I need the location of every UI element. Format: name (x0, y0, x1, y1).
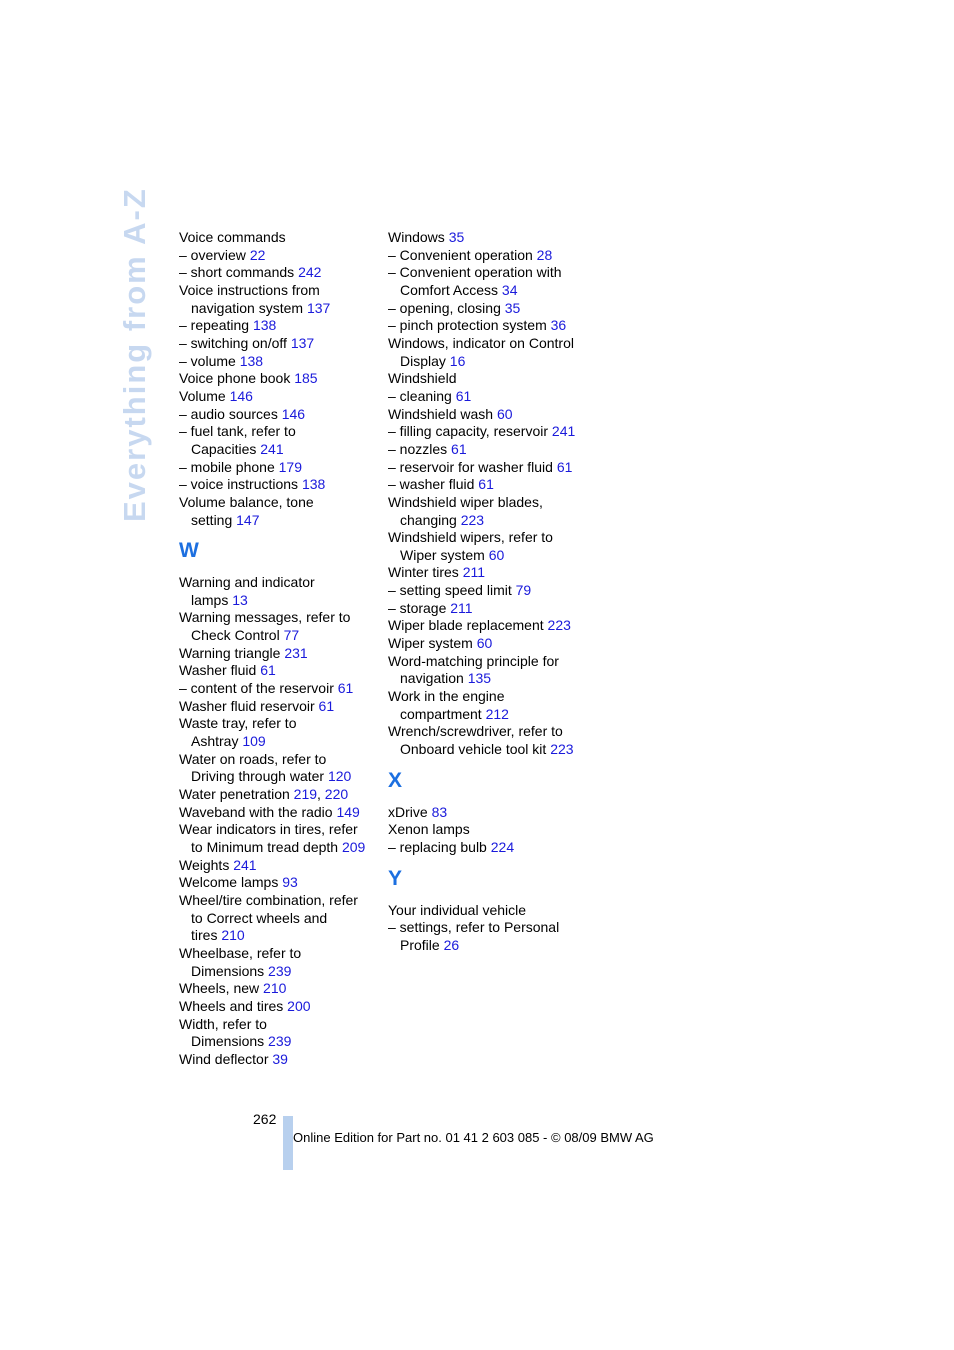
index-entry (179, 459, 379, 477)
index-entry-continuation (388, 670, 588, 688)
page-reference-link[interactable]: 83 (431, 803, 448, 820)
index-entry (388, 919, 588, 954)
index-entry-text: Word-matching principle for (388, 652, 559, 669)
page-reference-link[interactable]: 13 (232, 591, 248, 608)
footer-accent-bar (283, 1116, 293, 1170)
page-number: 262 (253, 1111, 277, 1127)
index-entry-text: Dimensions (191, 1033, 265, 1050)
side-section-title: Everything from A-Z (117, 187, 152, 522)
index-entry (388, 247, 588, 265)
index-entry-text: – volume (179, 352, 236, 369)
index-entry-text: – short commands (179, 264, 295, 281)
index-entry-text: Wiper system (388, 635, 473, 652)
index-entry (388, 723, 588, 758)
index-entry-text: tires (191, 927, 218, 944)
index-entry-text: Profile (400, 936, 440, 953)
index-entry-text: navigation system (191, 299, 304, 316)
index-entry-continuation (179, 768, 379, 786)
index-entry (388, 564, 588, 582)
index-entry (179, 494, 379, 529)
index-entry-continuation (179, 300, 379, 318)
index-entry (179, 804, 379, 822)
index-entry (388, 902, 588, 920)
page-reference-link[interactable]: 39 (272, 1050, 288, 1067)
index-entry (388, 653, 588, 688)
page-reference-link[interactable]: 241 (233, 856, 257, 873)
index-entry-text: Windows, indicator on Control (388, 334, 574, 351)
page-reference-link[interactable]: 60 (488, 546, 505, 563)
page-reference-link[interactable]: 16 (449, 352, 466, 369)
index-entry (179, 1051, 379, 1069)
page-reference-link[interactable]: 211 (462, 564, 486, 581)
letter-heading-x: X (388, 768, 403, 792)
index-entry (179, 874, 379, 892)
index-entry-text: – Convenient operation (388, 246, 533, 263)
letter-heading-y: Y (388, 866, 403, 890)
index-entry-text: Display (400, 352, 446, 369)
index-entry-text: Width, refer to (179, 1015, 267, 1032)
index-entry (179, 264, 379, 282)
page-reference-link[interactable]: 28 (536, 246, 553, 263)
index-entry-text: Your individual vehicle (388, 901, 527, 918)
index-entry (179, 892, 379, 945)
index-entry-text: Winter tires (388, 564, 459, 581)
page-reference-link[interactable]: 120 (327, 768, 352, 785)
index-entry (179, 857, 379, 875)
index-entry-text: – cleaning (388, 387, 452, 404)
index-entry-continuation (179, 441, 379, 459)
index-entry-text: Onboard vehicle tool kit (400, 741, 547, 758)
index-entry-text: Voice commands (179, 229, 286, 245)
index-entry-continuation (179, 1033, 379, 1051)
page-reference-link[interactable]: 77 (283, 627, 300, 644)
index-entry-text: – content of the reservoir (179, 680, 334, 697)
page-reference-link[interactable]: 231 (284, 644, 308, 661)
index-entry (179, 609, 379, 644)
index-entry-text: Warning messages, refer to (179, 609, 351, 626)
page-reference-link[interactable]: 109 (242, 733, 266, 750)
index-entry-text: – fuel tank, refer to (179, 423, 296, 440)
index-entry (179, 662, 379, 680)
index-entry (179, 317, 379, 335)
index-entry (388, 423, 588, 441)
index-entry-text: Voice phone book (179, 370, 291, 387)
index-entry (179, 751, 379, 786)
index-entry-text: Wheels, new (179, 980, 260, 997)
index-entry-text: Welcome lamps (179, 874, 279, 891)
page-reference-link[interactable]: 35 (504, 299, 521, 316)
index-entry-text: Water penetration (179, 786, 290, 803)
index-entry-text: – voice instructions (179, 476, 299, 493)
index-entry-text: to Correct wheels and (191, 909, 328, 926)
index-group-v (179, 229, 379, 529)
page-reference-link[interactable]: 138 (252, 317, 277, 334)
index-entry-text: – nozzles (388, 440, 448, 457)
index-entry (179, 476, 379, 494)
index-entry (388, 529, 588, 564)
index-entry (388, 459, 588, 477)
index-entry (179, 998, 379, 1016)
index-entry (179, 645, 379, 663)
page-reference-link[interactable]: 223 (460, 511, 485, 528)
footer-edition-text: Online Edition for Part no. 01 41 2 603 085 - © 08/09 BMW AG (293, 1130, 654, 1145)
index-entry-continuation (388, 512, 588, 530)
page-reference-link[interactable]: 60 (496, 405, 513, 422)
index-entry (179, 335, 379, 353)
index-entry-text: – pinch protection system (388, 317, 547, 334)
index-entry-continuation (179, 512, 379, 530)
page-reference-link[interactable]: 61 (318, 697, 335, 714)
index-entry (388, 441, 588, 459)
index-entry-text: Wrench/screwdriver, refer to (388, 723, 563, 740)
page-reference-link[interactable]: 149 (336, 803, 360, 820)
index-entry-text: xDrive (388, 803, 428, 820)
index-entry-text: – reservoir for washer fluid (388, 458, 553, 475)
page-reference-link[interactable]: 179 (278, 458, 302, 475)
index-entry (388, 335, 588, 370)
index-entry (388, 476, 588, 494)
index-entry-text: Wheel/tire combination, refer (179, 891, 358, 908)
index-entry-continuation (388, 706, 588, 724)
index-entry-text: Windshield wiper blades, (388, 493, 543, 510)
index-entry (388, 300, 588, 318)
index-entry-text: – washer fluid (388, 476, 475, 493)
index-entry-text: – storage (388, 599, 447, 616)
index-entry-text: Check Control (191, 627, 280, 644)
index-entry-text: Volume balance, tone (179, 493, 314, 510)
index-entry (179, 406, 379, 424)
index-entry-text: Water on roads, refer to (179, 750, 327, 767)
index-entry-text: – filling capacity, reservoir (388, 423, 549, 440)
index-entry (388, 370, 588, 388)
index-entry (179, 980, 379, 998)
index-entry (179, 282, 379, 317)
index-entry (179, 698, 379, 716)
index-entry-continuation (388, 741, 588, 759)
page-reference-link[interactable]: 60 (476, 635, 493, 652)
index-entry-text: compartment (400, 705, 482, 722)
index-entry (388, 494, 588, 529)
index-entry-continuation (388, 937, 588, 955)
index-group-y (388, 902, 588, 955)
page-reference-link[interactable]: 93 (282, 874, 298, 891)
index-entry (179, 388, 379, 406)
index-entry (388, 688, 588, 723)
page-reference-link[interactable]: 146 (281, 405, 306, 422)
page-reference-link[interactable]: 200 (287, 997, 311, 1014)
index-entry-text: Volume (179, 387, 226, 404)
page-reference-link[interactable]: 61 (556, 458, 573, 475)
index-entry (388, 317, 588, 335)
index-entry-text: Washer fluid (179, 662, 257, 679)
page-reference-link[interactable]: 219 (293, 786, 318, 803)
index-entry: Water penetration 219, 220 (179, 786, 349, 803)
page-reference-link[interactable]: 22 (249, 246, 266, 263)
index-entry-text: – repeating (179, 317, 250, 334)
page-reference-link[interactable]: 137 (290, 334, 315, 351)
index-group-w-continued (388, 229, 588, 759)
index-entry (388, 600, 588, 618)
index-entry (388, 635, 588, 653)
page-reference-link[interactable]: 223 (550, 741, 574, 758)
page-reference-link[interactable]: 224 (490, 839, 515, 855)
index-entry (179, 1016, 379, 1051)
index-entry-text: Wheels and tires (179, 997, 284, 1014)
index-entry (179, 945, 379, 980)
index-entry-text: Warning and indicator (179, 574, 315, 591)
index-entry-text: – setting speed limit (388, 582, 512, 599)
index-entry-continuation (179, 963, 379, 981)
index-entry-text: – opening, closing (388, 299, 501, 316)
index-entry (179, 821, 379, 856)
index-column-right (388, 229, 588, 955)
index-entry-text: Wiper blade replacement (388, 617, 544, 634)
index-entry (388, 229, 588, 247)
index-entry-text: Windows (388, 229, 445, 245)
index-entry-text: – switching on/off (179, 334, 287, 351)
index-entry (388, 821, 588, 839)
index-entry-text: to Minimum tread depth (191, 839, 339, 855)
index-entry (179, 370, 379, 388)
index-entry (179, 574, 379, 609)
page-reference-link[interactable]: 61 (455, 387, 472, 404)
index-entry (388, 617, 588, 635)
index-entry (388, 388, 588, 406)
index-entry-text: Ashtray (191, 733, 239, 750)
page-reference-link[interactable]: 185 (294, 370, 318, 387)
index-entry-continuation (179, 627, 379, 645)
index-entry-text: Wheelbase, refer to (179, 944, 302, 961)
page-reference-link[interactable]: 212 (485, 705, 509, 722)
index-entry-text: – overview (179, 246, 246, 263)
page-reference-link[interactable]: 241 (260, 440, 284, 457)
index-entry-text: Comfort Access (400, 281, 499, 298)
index-entry (179, 353, 379, 371)
page-reference-link[interactable]: 36 (550, 317, 567, 334)
index-entry (179, 715, 379, 750)
index-entry-text: Washer fluid reservoir (179, 697, 315, 714)
index-entry-continuation (179, 839, 379, 857)
index-entry (179, 247, 379, 265)
index-entry-text: Capacities (191, 440, 257, 457)
index-entry-text: Voice instructions from (179, 281, 320, 298)
index-entry-continuation (179, 592, 379, 610)
page-reference-link[interactable]: 79 (515, 582, 532, 599)
index-entry-text: Waste tray, refer to (179, 715, 297, 732)
index-column-left (179, 229, 379, 1069)
index-entry-text: Xenon lamps (388, 821, 470, 838)
index-entry-text: Driving through water (191, 768, 325, 785)
index-entry (179, 680, 379, 698)
page-reference-link[interactable]: 61 (451, 440, 467, 457)
page-reference-link[interactable]: 210 (263, 980, 287, 997)
index-entry-text: Waveband with the radio (179, 803, 333, 820)
page-reference-link[interactable]: 137 (306, 299, 331, 316)
page-reference-link[interactable]: 241 (551, 423, 576, 440)
page-reference-link[interactable]: 147 (236, 511, 260, 528)
index-entry-text: Wind deflector (179, 1050, 269, 1067)
page-reference-link[interactable]: 138 (301, 476, 326, 493)
index-entry-text: Windshield (388, 370, 457, 387)
index-entry (388, 582, 588, 600)
page-reference-link[interactable]: 61 (260, 662, 276, 679)
index-entry-text: Wear indicators in tires, refer (179, 821, 358, 838)
index-entry-text: Weights (179, 856, 230, 873)
index-entry-text: navigation (400, 670, 464, 687)
page-reference-link[interactable]: 35 (448, 229, 465, 245)
index-entry (179, 229, 379, 247)
index-entry-text: Wiper system (400, 546, 485, 563)
index-entry (388, 804, 588, 822)
page-reference-link[interactable]: 26 (443, 936, 460, 953)
index-entry-continuation (388, 282, 588, 300)
page-reference-link[interactable]: 61 (337, 680, 354, 697)
index-entry (179, 423, 379, 458)
index-entry-text: changing (400, 511, 457, 528)
index-entry-text: – Convenient operation with (388, 264, 562, 281)
page-reference-link[interactable]: 239 (268, 962, 292, 979)
index-entry-continuation (179, 910, 379, 928)
page-reference-link[interactable]: 223 (547, 617, 571, 634)
index-entry-text: – replacing bulb (388, 839, 487, 855)
page-reference-link[interactable]: 34 (501, 281, 518, 298)
index-entry (388, 406, 588, 424)
index-group-w (179, 574, 379, 1068)
index-entry-text: – audio sources (179, 405, 278, 422)
index-entry-text: setting (191, 511, 233, 528)
page-reference-link[interactable]: 211 (450, 599, 473, 616)
index-entry-text: Work in the engine (388, 688, 505, 705)
index-entry-text: Warning triangle (179, 644, 281, 661)
index-entry (388, 839, 588, 857)
page-reference-link[interactable]: 135 (467, 670, 492, 687)
index-entry (388, 264, 588, 299)
page-reference-link[interactable]: 239 (268, 1033, 292, 1050)
index-entry-text: – mobile phone (179, 458, 275, 475)
index-entry-text: Dimensions (191, 962, 265, 979)
page-reference-link[interactable]: 138 (239, 352, 264, 369)
letter-heading-w: W (179, 539, 199, 563)
index-entry-continuation (388, 547, 588, 565)
page-reference-link[interactable]: 210 (221, 927, 245, 944)
index-entry-continuation (179, 927, 379, 945)
page-reference-link[interactable]: 242 (298, 264, 322, 281)
index-entry-continuation (179, 733, 379, 751)
index-entry-continuation (388, 353, 588, 371)
page-reference-link[interactable]: 220 (324, 786, 349, 803)
index-group-x (388, 804, 588, 857)
page-reference-link[interactable]: 209 (341, 839, 366, 855)
index-entry-text: Windshield wash (388, 405, 494, 422)
index-entry-text: Windshield wipers, refer to (388, 529, 553, 546)
index-entry-text: lamps (191, 591, 229, 608)
index-entry-text: – settings, refer to Personal (388, 919, 560, 936)
page-reference-link[interactable]: 146 (229, 387, 253, 404)
page-reference-link[interactable]: 61 (478, 476, 494, 493)
